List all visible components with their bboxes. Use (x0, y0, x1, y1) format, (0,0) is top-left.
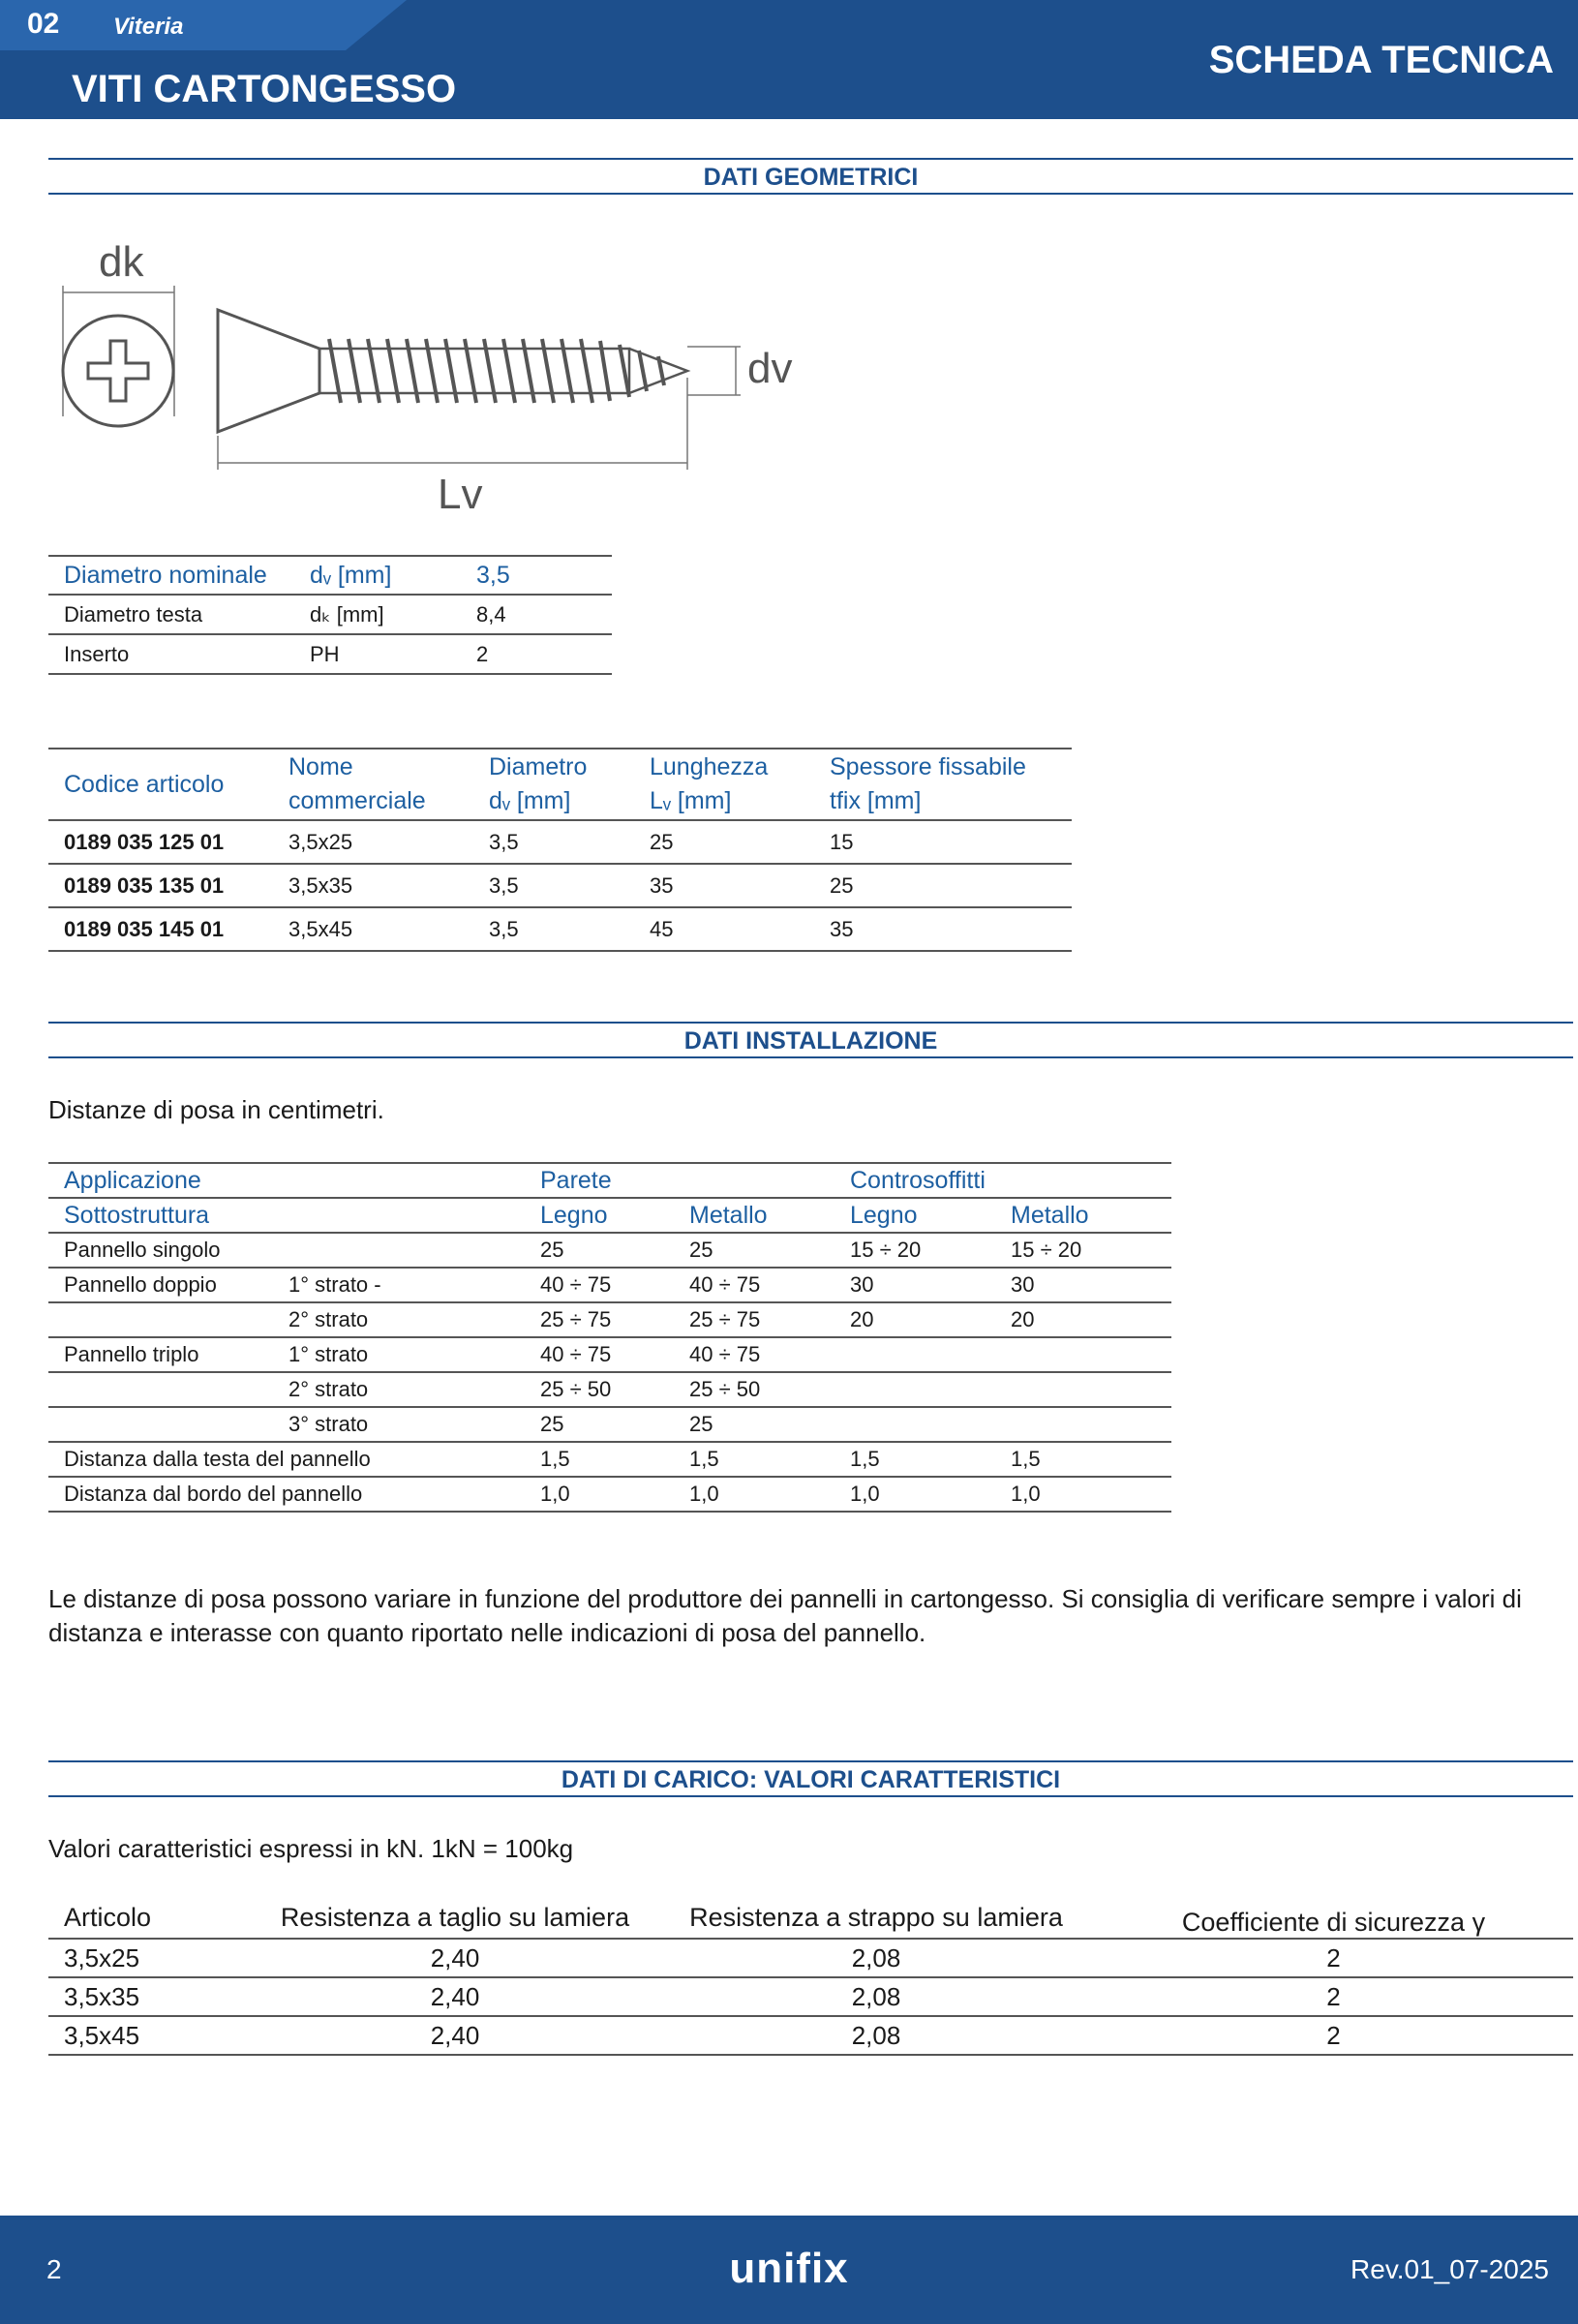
product-name: 3,5x25 (288, 820, 489, 864)
table-row (48, 1977, 1573, 2016)
column-header-code: Codice articolo (48, 749, 288, 820)
screw-specs-table (48, 555, 612, 675)
cell-value: 20 (1011, 1302, 1171, 1337)
spec-value: 3,5 (476, 556, 612, 595)
spec-name: Diametro nominale (48, 556, 310, 595)
cell-value: 1,5 (850, 1442, 1011, 1477)
product-name: 3,5x35 (288, 864, 489, 907)
cell-application: Pannello triplo (48, 1337, 288, 1372)
page-header (0, 0, 1578, 119)
column-header-ceiling: Controsoffitti (850, 1166, 986, 1194)
table-row (48, 1337, 1171, 1372)
cell-application: Distanza dal bordo del pannello (48, 1477, 540, 1512)
column-header-metal: Metallo (689, 1198, 850, 1233)
cell-value: 15 ÷ 20 (850, 1233, 1011, 1268)
cell-value: 1,0 (850, 1477, 1011, 1512)
table-row (48, 634, 612, 674)
cell-safety-factor: 2 (1094, 2016, 1573, 2055)
dk-label: dk (99, 238, 144, 286)
chapter-number: 02 (27, 8, 60, 40)
document-type: SCHEDA TECNICA (1208, 39, 1554, 81)
cell-value: 25 (689, 1407, 850, 1442)
cell-layer (288, 1233, 540, 1268)
cell-value: 15 ÷ 20 (1011, 1233, 1171, 1268)
header-line: Spessore fissabile (830, 753, 1026, 780)
cell-value: 25 ÷ 50 (540, 1372, 689, 1407)
brand-logo: unifix (729, 2245, 849, 2292)
cell-value (850, 1372, 1011, 1407)
column-header-safety-factor: Coefficiente di sicurezza γ (1094, 1898, 1573, 1939)
table-row (48, 864, 1072, 907)
product-thickness: 35 (830, 907, 1072, 951)
cell-layer: 2° strato (288, 1302, 540, 1337)
table-header-row (48, 1163, 1171, 1198)
section-title: DATI INSTALLAZIONE (683, 1027, 938, 1055)
installation-table (48, 1162, 1171, 1513)
installation-intro: Distanze di posa in centimetri. (48, 1095, 384, 1124)
header-tab (0, 0, 407, 50)
product-diameter: 3,5 (489, 907, 650, 951)
page-title: VITI CARTONGESSO (72, 68, 457, 110)
chapter-name: Viteria (113, 14, 184, 40)
cell-value: 40 ÷ 75 (689, 1268, 850, 1302)
table-row (48, 2016, 1573, 2055)
cell-value: 40 ÷ 75 (540, 1337, 689, 1372)
page-number: 2 (46, 2254, 62, 2284)
section-bar-loads (48, 1760, 1573, 1797)
section-bar-installation (48, 1022, 1573, 1058)
product-code: 0189 035 135 01 (48, 864, 288, 907)
spec-symbol: dₖ [mm] (310, 595, 476, 634)
screw-drawing (48, 232, 823, 523)
spec-value: 2 (476, 634, 612, 674)
header-line: tfix [mm] (830, 787, 922, 814)
cell-value: 30 (1011, 1268, 1171, 1302)
cell-value: 25 ÷ 50 (689, 1372, 850, 1407)
column-header-metal: Metallo (1011, 1198, 1171, 1233)
cell-value (1011, 1372, 1171, 1407)
cell-pull: 2,08 (658, 1977, 1094, 2016)
spec-value: 8,4 (476, 595, 612, 634)
cell-layer: 1° strato (288, 1337, 540, 1372)
cell-value: 25 (540, 1233, 689, 1268)
revision-label: Rev.01_07-2025 (1350, 2254, 1549, 2284)
cell-shear: 2,40 (252, 1977, 658, 2016)
product-code: 0189 035 145 01 (48, 907, 288, 951)
cell-value: 1,5 (540, 1442, 689, 1477)
loads-intro: Valori caratteristici espressi in kN. 1kN = 100kg (48, 1834, 574, 1863)
column-header-substructure: Sottostruttura (48, 1198, 540, 1233)
header-line: Diametro (489, 753, 588, 780)
table-header-row (48, 749, 1072, 820)
table-row (48, 1233, 1171, 1268)
cell-application (48, 1407, 288, 1442)
cell-application (48, 1372, 288, 1407)
header-line: dᵥ [mm] (489, 787, 571, 814)
spec-name: Diametro testa (48, 595, 310, 634)
product-name: 3,5x45 (288, 907, 489, 951)
product-diameter: 3,5 (489, 820, 650, 864)
column-header-length (650, 749, 830, 820)
cell-value: 1,5 (1011, 1442, 1171, 1477)
table-row (48, 1939, 1573, 1977)
cell-value: 1,5 (689, 1442, 850, 1477)
column-header-wood: Legno (540, 1198, 689, 1233)
product-diameter: 3,5 (489, 864, 650, 907)
loads-table (48, 1898, 1573, 2056)
cell-article: 3,5x25 (48, 1939, 252, 1977)
lv-label: Lv (438, 471, 483, 518)
cell-value: 1,0 (540, 1477, 689, 1512)
header-line: Lunghezza (650, 753, 769, 780)
column-header-shear: Resistenza a taglio su lamiera (252, 1898, 658, 1939)
screw-body-icon (218, 310, 792, 518)
cell-layer: 1° strato - (288, 1268, 540, 1302)
column-header-wood: Legno (850, 1198, 1011, 1233)
table-row (48, 1302, 1171, 1337)
cell-value: 25 ÷ 75 (540, 1302, 689, 1337)
dv-label: dv (747, 345, 793, 392)
product-length: 35 (650, 864, 830, 907)
table-row (48, 1407, 1171, 1442)
section-bar-geometric (48, 158, 1573, 195)
table-row (48, 556, 612, 595)
product-thickness: 15 (830, 820, 1072, 864)
product-code: 0189 035 125 01 (48, 820, 288, 864)
section-title: DATI GEOMETRICI (703, 164, 919, 191)
cell-value: 20 (850, 1302, 1011, 1337)
cell-application (48, 1302, 288, 1337)
cell-shear: 2,40 (252, 1939, 658, 1977)
spec-symbol: PH (310, 634, 476, 674)
cell-value: 1,0 (689, 1477, 850, 1512)
header-line: Lᵥ [mm] (650, 787, 732, 814)
spec-symbol: dᵥ [mm] (310, 556, 476, 595)
table-row (48, 1268, 1171, 1302)
column-header-thickness (830, 749, 1072, 820)
column-header-pull: Resistenza a strappo su lamiera (658, 1898, 1094, 1939)
header-line: commerciale (288, 787, 426, 814)
cell-value: 40 ÷ 75 (540, 1268, 689, 1302)
cell-safety-factor: 2 (1094, 1977, 1573, 2016)
cell-application: Pannello singolo (48, 1233, 288, 1268)
cell-pull: 2,08 (658, 1939, 1094, 1977)
installation-note: Le distanze di posa possono variare in funzione del produttore dei pannelli in cartongesso. Si consiglia di verificare sempre i valori di distanza e interasse con quanto riportato nelle indicazioni di posa del pannello. (48, 1584, 1522, 1647)
cell-layer: 3° strato (288, 1407, 540, 1442)
cell-value: 40 ÷ 75 (689, 1337, 850, 1372)
product-thickness: 25 (830, 864, 1072, 907)
cell-application: Pannello doppio (48, 1268, 288, 1302)
cell-safety-factor: 2 (1094, 1939, 1573, 1977)
table-header-row (48, 1198, 1171, 1233)
cell-value (850, 1407, 1011, 1442)
cell-value (850, 1337, 1011, 1372)
column-header-wall: Parete (540, 1166, 612, 1194)
cell-value: 25 (689, 1233, 850, 1268)
page-footer (0, 2216, 1578, 2324)
cell-value: 25 (540, 1407, 689, 1442)
column-header-name (288, 749, 489, 820)
cell-pull: 2,08 (658, 2016, 1094, 2055)
table-header-row (48, 1898, 1573, 1939)
product-length: 45 (650, 907, 830, 951)
screw-head-icon (63, 238, 174, 426)
column-header-article: Articolo (48, 1898, 252, 1939)
column-header-diameter (489, 749, 650, 820)
cell-article: 3,5x45 (48, 2016, 252, 2055)
products-table (48, 748, 1072, 952)
table-row (48, 907, 1072, 951)
cell-article: 3,5x35 (48, 1977, 252, 2016)
table-row (48, 1372, 1171, 1407)
table-row (48, 820, 1072, 864)
table-row (48, 595, 612, 634)
cell-layer: 2° strato (288, 1372, 540, 1407)
product-length: 25 (650, 820, 830, 864)
cell-value: 25 ÷ 75 (689, 1302, 850, 1337)
cell-value (1011, 1407, 1171, 1442)
cell-value: 30 (850, 1268, 1011, 1302)
cell-shear: 2,40 (252, 2016, 658, 2055)
table-row (48, 1477, 1171, 1512)
spec-name: Inserto (48, 634, 310, 674)
header-line: Nome (288, 753, 353, 780)
cell-application: Distanza dalla testa del pannello (48, 1442, 540, 1477)
section-title: DATI DI CARICO: VALORI CARATTERISTICI (561, 1766, 1061, 1793)
table-row (48, 1442, 1171, 1477)
cell-value: 1,0 (1011, 1477, 1171, 1512)
cell-value (1011, 1337, 1171, 1372)
column-header-application: Applicazione (64, 1166, 201, 1194)
